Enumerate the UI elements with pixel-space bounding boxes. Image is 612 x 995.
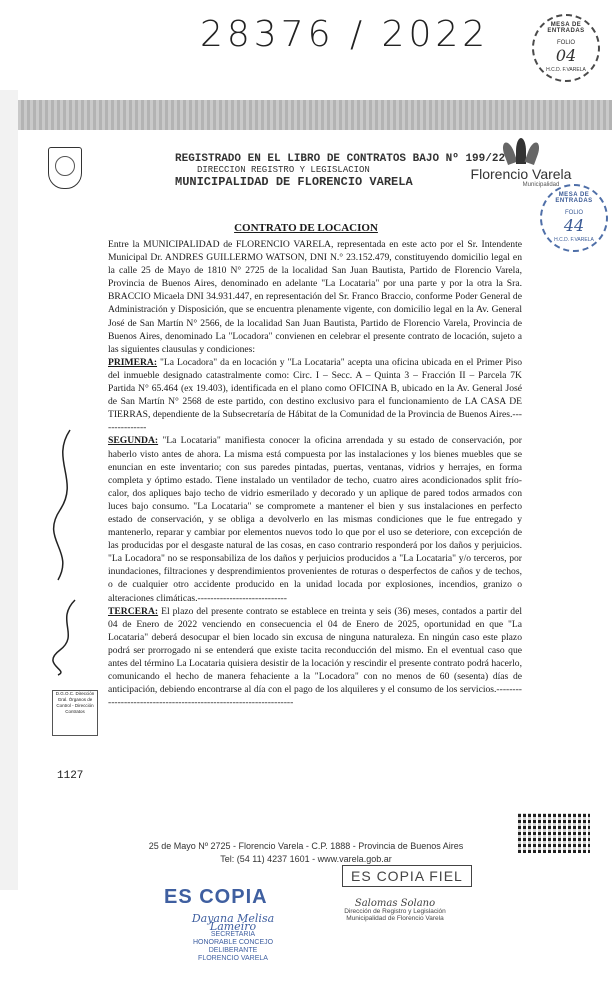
registry-line-2: DIRECCION REGISTRO Y LEGISLACION	[197, 165, 370, 175]
registry-stamp	[175, 153, 505, 189]
secretaria-line-3: FLORENCIO VARELA	[198, 955, 268, 962]
secretaria-signature-block	[168, 912, 298, 963]
stamp-title: MESA DE ENTRADAS	[547, 22, 585, 34]
header-band	[18, 100, 612, 130]
side-handwritten-number: 1127	[57, 770, 84, 782]
copia-fiel-stamp: ES COPIA FIEL	[342, 865, 472, 887]
stamp-title: MESA DE ENTRADAS	[555, 192, 593, 204]
margin-signatures	[30, 420, 90, 680]
logo-name: Florencio Varela	[470, 166, 572, 182]
direccion-signature: Salomas Solano	[354, 898, 436, 909]
florencio-varela-logo	[466, 138, 576, 188]
direccion-line-1: Dirección de Registro y Legislación	[344, 907, 446, 915]
control-box-stamp: D.G.O.C. Dirección Gral. Órganos de Control - Dirección Contratos	[52, 690, 98, 736]
stamp-label: FOLIO	[564, 210, 583, 216]
clause-label: PRIMERA:	[108, 356, 158, 368]
signature-stroke	[53, 600, 75, 675]
folio-stamp-mid	[540, 184, 608, 252]
stamp-label: FOLIO	[556, 40, 575, 46]
clause-label: TERCERA:	[108, 605, 159, 617]
secretaria-line-1: SECRETARIA	[210, 931, 256, 938]
contract-body	[108, 238, 522, 709]
direccion-signature-block	[330, 900, 460, 923]
stamp-bottom: H.C.D. F.VARELA	[546, 67, 586, 73]
clause-segunda	[108, 434, 522, 604]
document-title: CONTRATO DE LOCACION	[234, 222, 378, 234]
registry-line-3: MUNICIPALIDAD DE FLORENCIO VARELA	[175, 175, 413, 189]
secretaria-line-2: HONORABLE CONCEJO DELIBERANTE	[192, 939, 274, 954]
logo-sub: Municipalidad	[522, 182, 560, 188]
footer-contact: Tel: (54 11) 4237 1601 - www.varela.gob.ar	[220, 854, 392, 864]
signature-stroke	[54, 430, 70, 580]
secretaria-signature: Dayana Melisa Lameiro	[191, 912, 275, 933]
stamp-folio-number: 04	[555, 46, 577, 65]
stamp-folio-number: 44	[563, 216, 585, 235]
intro-paragraph: Entre la MUNICIPALIDAD de FLORENCIO VARELA, representada en este acto por el Sr. Intendente Municipal Dr. ANDRES GUILLERMO WATSON, DNI N.° 23.152.479, constituyendo domicilio legal en la calle 25 de Mayo de 1810 N° 2725 de la localidad San Juan Bautista, Partido de Florencio Varela, Provincia de Buenos Aires, denominado en adelante "La Locataria" por una parte y por la otra la Sra. BRACCIO Micaela DNI 34.931.447, en representación del Sr. Franco Braccio, conforme Poder General de Administración y Disposición, que se encuentra plenamente vigente, con domicilio legal en la Av. General José de San Martín N° 2566, de la localidad San Juan Bautista, Partido de Florencio Varela, Provincia de Buenos Aires, denominado La "Locadora" convienen en celebrar el presente contrato de locación, sujeto a las siguientes clausulas y condiciones:	[108, 239, 522, 355]
direccion-line-2: Municipalidad de Florencio Varela	[346, 915, 444, 922]
footer-address: 25 de Mayo Nº 2725 - Florencio Varela - C.P. 1888 - Provincia de Buenos Aires	[148, 841, 464, 851]
page-footer	[0, 840, 612, 866]
scan-edge	[0, 90, 18, 890]
clause-text: "La Locadora" da en locación y "La Locataria" acepta una oficina ubicada en el Primer Piso del inmueble designado catastralmente como: Circ. I – Secc. A – Quinta 3 – Fracción II – Parcela 7K Partida N° 65.464 (ex 19.403), identificada en el plano como OFICINA B, ubicado en la Av. General José de San Martín N° 2568 de este partido, con destino exclusivo para el funcionamiento de LA CASA DE TIERRAS, dependiente de la Subsecretaría de Hábitat de la Comunidad de la Provincia de Buenos Aires.---------------	[108, 356, 522, 434]
registry-line-1: REGISTRADO EN EL LIBRO DE CONTRATOS BAJO Nº 199/22	[175, 153, 506, 165]
clause-text: "La Locataria" manifiesta conocer la oficina arrendada y su estado de conservación, por haberlo visto antes de ahora. La misma está compuesta por las instalaciones y los bienes muebles que se enuncian en este inventario; con sus paredes pintadas, puertas, ventanas, vidrios y herrajes, en forma completa y óptimo estado. Tiene instalado un ventilador de techo, cuatro aires acondicionados split frío-calor, dos apliques bajo techo de vidrio esmerilado y decorado y un aplique de pared todos armados con luces bajo consumo. "La Locataria" se compromete a mantener el bien y sus instalaciones en perfecto estado de conservación, y se obliga a devolverlo en las mismas condiciones que le fue entregado y mantenerlo, reparar y cambiar por elementos nuevos todo lo que por el uso se deteriore, con excepción de las producidas por el desgaste natural de las cosas, en caso contrario responderá por los daños y perjuicios. "La Locadora" no se responsabiliza de los daños y perjuicios producidos a "La Locataria" y/o terceros, por inundaciones, filtraciones y desprendimientos provenientes de roturas o desperfectos de caños y de techos, o de cualquier otro accidente producido en la unidad locada por explosiones, incendios, granizo o alteraciones climáticas.----------------------------	[108, 435, 522, 604]
clause-primera	[108, 356, 522, 435]
folio-stamp-top	[532, 14, 600, 82]
clause-tercera	[108, 605, 522, 710]
logo-mark-icon	[504, 138, 538, 164]
clause-label: SEGUNDA:	[108, 435, 159, 447]
es-copia-stamp: ES COPIA	[164, 886, 268, 908]
clause-text: El plazo del presente contrato se establece en treinta y seis (36) meses, contados a partir del 04 de Enero de 2022 venciendo en consecuencia el 04 de Enero de 2025, oportunidad en que "La Locataria" deberá desocupar el bien locado sin excusa de ninguna naturaleza. En ningún caso este plazo podrá ser prorrogado ni se entenderá que existe tacita reconducción del mismo. En el eventual caso que antes del término La Locataria quisiera desistir de la locación y rescindir el presente contrato podrá hacerlo, comunicando el hecho de manera fehaciente a la "Locadora" con no menos de 60 (sesenta) días de anticipación, debiendo encontrarse al día con el pago de los alquileres y el consumo de los servicios.------------------------------------------------------------------	[108, 605, 522, 709]
municipal-shield-icon	[48, 147, 82, 189]
stamp-bottom: H.C.D. F.VARELA	[554, 237, 594, 243]
expediente-number: 28376 / 2022	[200, 14, 490, 55]
